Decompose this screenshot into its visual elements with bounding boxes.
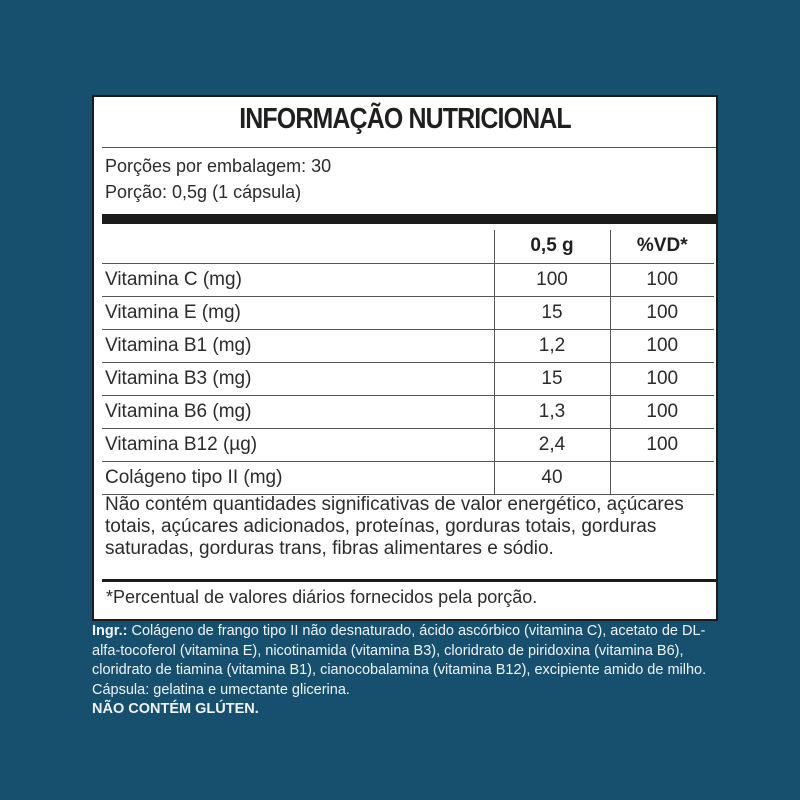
column-header-portion: 0,5 g xyxy=(494,230,610,263)
divider xyxy=(102,147,716,148)
nutrient-value: 1,2 xyxy=(494,329,610,362)
column-header-vd: %VD* xyxy=(610,230,714,263)
nutrient-value: 40 xyxy=(494,461,610,494)
table-row xyxy=(102,362,714,395)
nutrient-vd: 100 xyxy=(610,395,714,428)
ingredients-block xyxy=(92,622,724,720)
nutrient-vd: 100 xyxy=(610,362,714,395)
nutrient-value: 2,4 xyxy=(494,428,610,461)
nutrient-name: Vitamina C (mg) xyxy=(102,263,494,296)
servings-per-package: Porções por embalagem: 30 xyxy=(105,156,332,176)
bottom-divider xyxy=(102,579,716,582)
label-title: INFORMAÇÃO NUTRICIONAL xyxy=(239,103,571,135)
nutrient-name: Vitamina B6 (mg) xyxy=(102,395,494,428)
nutrient-value: 15 xyxy=(494,296,610,329)
nutrient-name: Vitamina E (mg) xyxy=(102,296,494,329)
nutrient-vd xyxy=(610,461,714,494)
column-header-name xyxy=(102,230,494,263)
serving-size: Porção: 0,5g (1 cápsula) xyxy=(105,182,302,202)
ingredients-prefix: Ingr.: xyxy=(92,623,128,639)
daily-value-footnote: *Percentual de valores diários fornecidos pela porção. xyxy=(106,587,538,607)
ingredients-text: Colágeno de frango tipo II não desnaturado, ácido ascórbico (vitamina C), acetato de DL-alfa-tocoferol (vitamina E), nicotinamida (vitamina B3), cloridrato de piridoxina (vitamina B6), cloridrato de tiamina (vitamina B1), cianocobalamina (vitamina B12), excipiente amido de milho. Cápsula: gelatina e umectante glicerina. xyxy=(92,623,707,698)
nutrient-name: Vitamina B1 (mg) xyxy=(102,329,494,362)
table-row xyxy=(102,428,714,461)
nutrient-name: Colágeno tipo II (mg) xyxy=(102,461,494,494)
table-row xyxy=(102,296,714,329)
nutrient-vd: 100 xyxy=(610,329,714,362)
nutrient-value: 100 xyxy=(494,263,610,296)
table-header-row xyxy=(102,230,714,263)
nutrient-name: Vitamina B3 (mg) xyxy=(102,362,494,395)
table-row xyxy=(102,395,714,428)
table-row xyxy=(102,263,714,296)
nutrient-name: Vitamina B12 (µg) xyxy=(102,428,494,461)
nutrient-vd: 100 xyxy=(610,296,714,329)
table-row xyxy=(102,329,714,362)
nutrient-value: 15 xyxy=(494,362,610,395)
nutrient-vd: 100 xyxy=(610,428,714,461)
thick-divider xyxy=(102,214,716,224)
table-row xyxy=(102,461,714,494)
nutrition-facts-panel xyxy=(92,95,718,621)
nutrient-vd: 100 xyxy=(610,263,714,296)
nutrient-value: 1,3 xyxy=(494,395,610,428)
nutrition-table xyxy=(102,230,714,495)
gluten-statement: NÃO CONTÉM GLÚTEN. xyxy=(92,701,259,717)
not-significant-note: Não contém quantidades significativas de valor energético, açúcares totais, açúcares adicionados, proteínas, gorduras totais, gorduras saturadas, gorduras trans, fibras alimentares e sódio. xyxy=(105,494,684,559)
